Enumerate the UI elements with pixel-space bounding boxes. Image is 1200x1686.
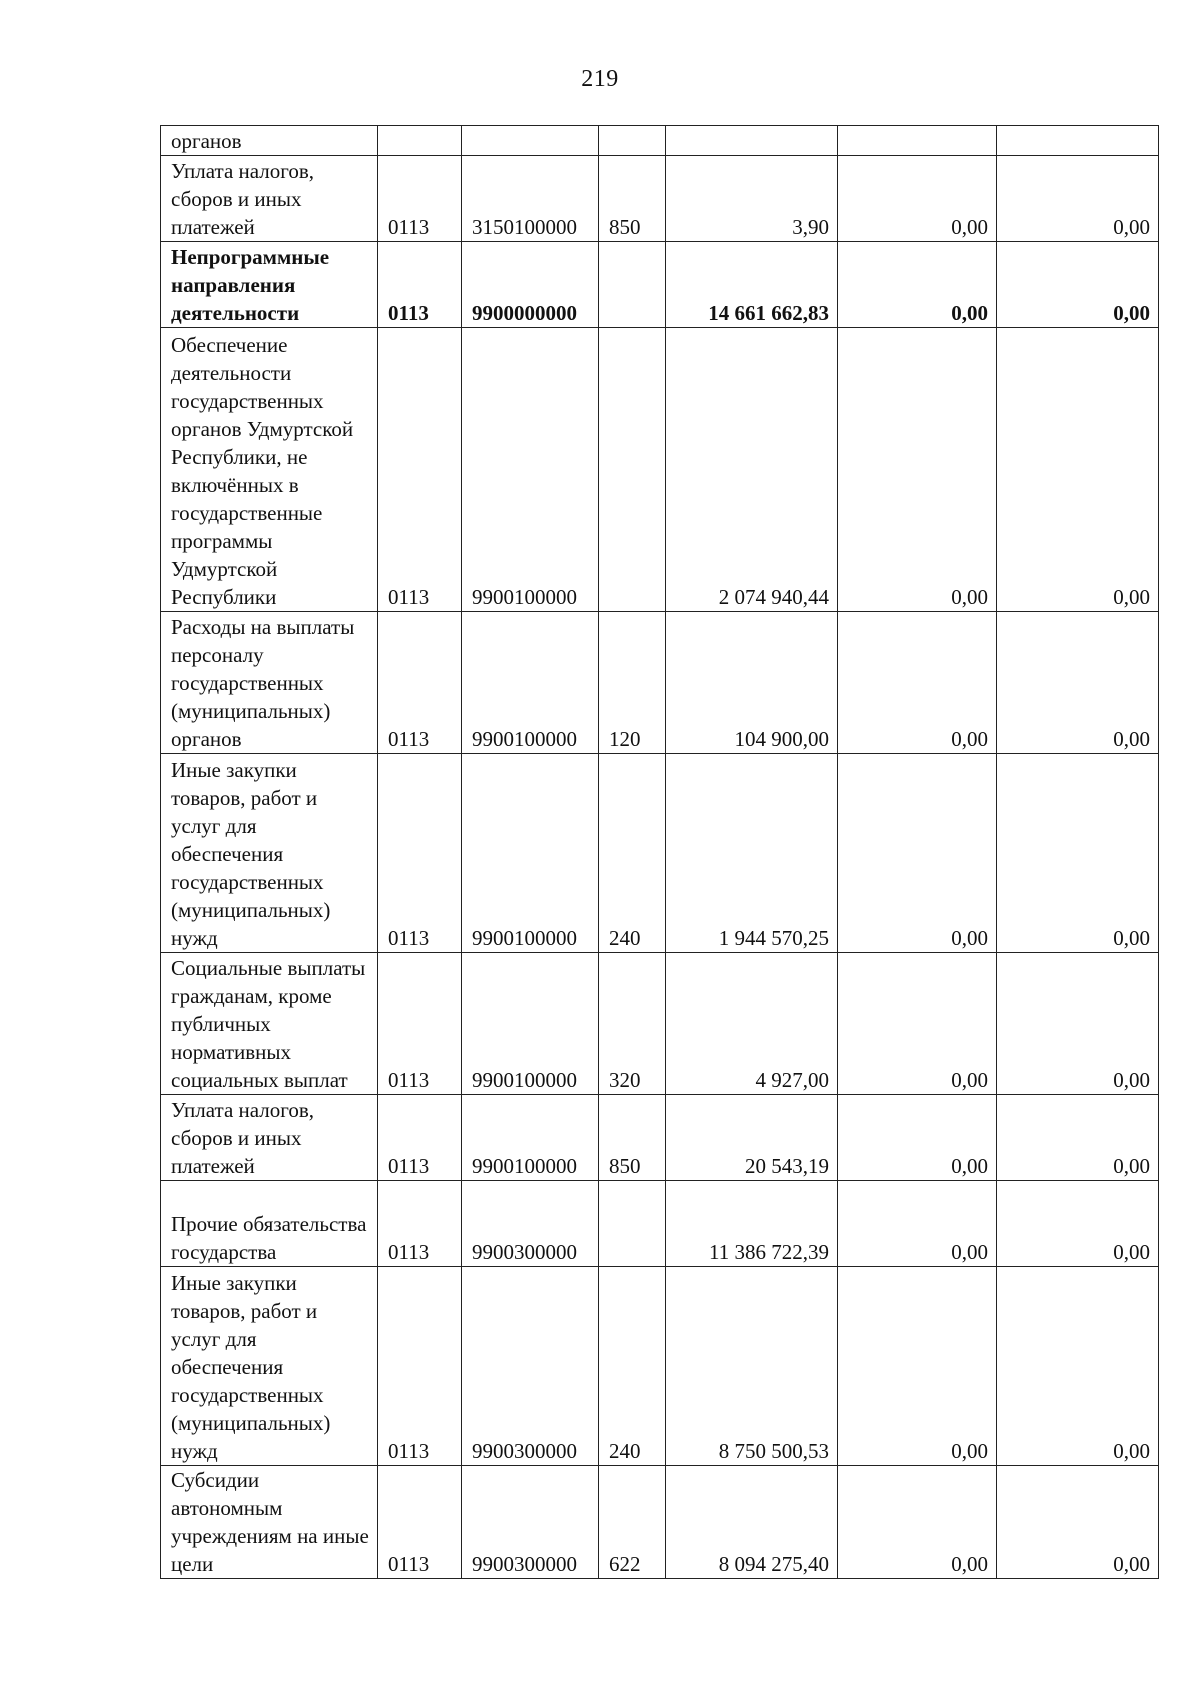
amount-cell-3: 0,00 [997,156,1159,242]
expense-name-cell: Субсидии автономным учреждениям на иные цели [161,1466,378,1579]
amount-cell-2: 0,00 [838,1181,997,1267]
amount-cell: 8 750 500,53 [666,1267,838,1466]
amount-cell-2: 0,00 [838,328,997,612]
section-code-cell: 0113 [378,1181,462,1267]
expense-name-cell: Уплата налогов, сборов и иных платежей [161,156,378,242]
amount-cell-2: 0,00 [838,156,997,242]
amount-cell: 8 094 275,40 [666,1466,838,1579]
target-article-cell: 9900100000 [462,1095,599,1181]
section-code-cell: 0113 [378,328,462,612]
expense-name-cell: Иные закупки товаров, работ и услуг для обеспечения государственных (муниципальных) нужд [161,1267,378,1466]
target-article-cell: 9900300000 [462,1466,599,1579]
amount-cell-2: 0,00 [838,612,997,754]
section-code-cell: 0113 [378,612,462,754]
table-row [161,328,1159,612]
amount-cell-2: 0,00 [838,1466,997,1579]
amount-cell-3 [997,126,1159,156]
expense-name-cell: Непрограммные направления деятельности [161,242,378,328]
table-row [161,1466,1159,1579]
section-code-cell: 0113 [378,1095,462,1181]
amount-cell [666,126,838,156]
amount-cell-3: 0,00 [997,1095,1159,1181]
amount-cell: 20 543,19 [666,1095,838,1181]
table-row [161,754,1159,953]
expense-type-cell: 120 [599,612,666,754]
expense-type-cell [599,126,666,156]
amount-cell-3: 0,00 [997,328,1159,612]
table-row [161,126,1159,156]
section-code-cell: 0113 [378,156,462,242]
section-code-cell: 0113 [378,242,462,328]
amount-cell-3: 0,00 [997,953,1159,1095]
expense-type-cell: 850 [599,1095,666,1181]
page-number: 219 [581,66,619,92]
expense-name-cell: Обеспечение деятельности государственных органов Удмуртской Республики, не включённых в государственные программы Удмуртской Республики [161,328,378,612]
expense-name-cell: Иные закупки товаров, работ и услуг для обеспечения государственных (муниципальных) нужд [161,754,378,953]
amount-cell-3: 0,00 [997,242,1159,328]
table-row [161,242,1159,328]
amount-cell: 2 074 940,44 [666,328,838,612]
budget-table [160,125,1159,1579]
expense-name-cell: Уплата налогов, сборов и иных платежей [161,1095,378,1181]
target-article-cell: 9900100000 [462,953,599,1095]
table-row [161,953,1159,1095]
expense-type-cell: 850 [599,156,666,242]
section-code-cell: 0113 [378,953,462,1095]
target-article-cell [462,126,599,156]
table-row [161,1267,1159,1466]
amount-cell: 104 900,00 [666,612,838,754]
amount-cell-2: 0,00 [838,754,997,953]
target-article-cell: 9900300000 [462,1181,599,1267]
table-row [161,612,1159,754]
expense-type-cell: 240 [599,754,666,953]
section-code-cell [378,126,462,156]
amount-cell: 4 927,00 [666,953,838,1095]
expense-name-cell: Прочие обязательства государства [161,1181,378,1267]
target-article-cell: 9900100000 [462,612,599,754]
expense-type-cell: 240 [599,1267,666,1466]
amount-cell-2: 0,00 [838,1095,997,1181]
table-row [161,1181,1159,1267]
target-article-cell: 9900100000 [462,754,599,953]
amount-cell-3: 0,00 [997,1267,1159,1466]
amount-cell-2 [838,126,997,156]
amount-cell: 11 386 722,39 [666,1181,838,1267]
target-article-cell: 9900000000 [462,242,599,328]
amount-cell: 1 944 570,25 [666,754,838,953]
amount-cell-2: 0,00 [838,242,997,328]
amount-cell-3: 0,00 [997,1181,1159,1267]
expense-type-cell [599,242,666,328]
amount-cell-3: 0,00 [997,1466,1159,1579]
expense-type-cell: 622 [599,1466,666,1579]
table-body [161,126,1159,1579]
amount-cell: 14 661 662,83 [666,242,838,328]
expense-type-cell [599,1181,666,1267]
section-code-cell: 0113 [378,1267,462,1466]
target-article-cell: 9900100000 [462,328,599,612]
target-article-cell: 3150100000 [462,156,599,242]
expense-name-cell: Расходы на выплаты персоналу государственных (муниципальных) органов [161,612,378,754]
expense-type-cell [599,328,666,612]
amount-cell-3: 0,00 [997,612,1159,754]
section-code-cell: 0113 [378,754,462,953]
amount-cell-2: 0,00 [838,1267,997,1466]
section-code-cell: 0113 [378,1466,462,1579]
expense-type-cell: 320 [599,953,666,1095]
amount-cell-3: 0,00 [997,754,1159,953]
amount-cell-2: 0,00 [838,953,997,1095]
expense-name-cell: Социальные выплаты гражданам, кроме публичных нормативных социальных выплат [161,953,378,1095]
target-article-cell: 9900300000 [462,1267,599,1466]
amount-cell: 3,90 [666,156,838,242]
expense-name-cell: органов [161,126,378,156]
table-row [161,1095,1159,1181]
table-row [161,156,1159,242]
